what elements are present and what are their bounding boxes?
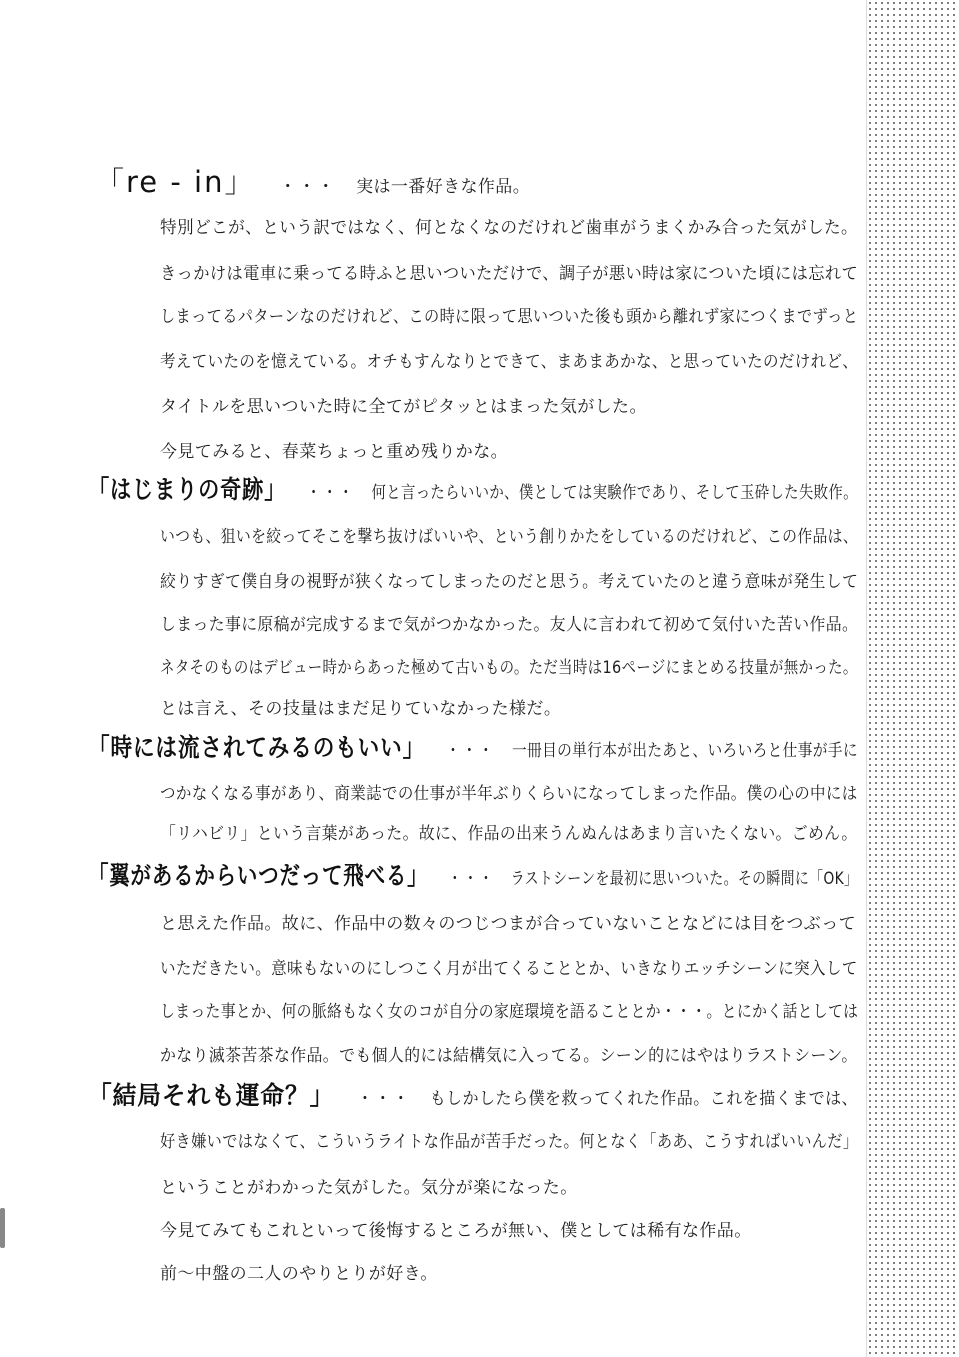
text-line: タイトルを思いついた時に全てがピタッとはまった気がした。 xyxy=(160,397,647,417)
section-heading-kekkyoku xyxy=(88,1081,859,1111)
section-intro: 何と言ったらいいか、僕としては実験作であり、そして玉砕した失敗作。 xyxy=(371,483,858,503)
section-title: 「はじまりの奇跡」 xyxy=(88,475,287,504)
ellipsis: ・・・ xyxy=(356,1089,411,1109)
text-line: 絞りすぎて僕自身の視野が狭くなってしまったのだと思う。考えていたのと違う意味が発生して xyxy=(160,572,859,592)
text-line: ということがわかった気がした。気分が楽になった。 xyxy=(160,1178,578,1198)
screentone-strip xyxy=(866,0,959,1357)
text-line: 今見てみてもこれといって後悔するところが無い、僕としては稀有な作品。 xyxy=(160,1221,752,1241)
text-line: 「リハビリ」という言葉があった。故に、作品の出来うんぬんはあまり言いたくない。ごめん。 xyxy=(160,824,858,844)
section-intro: ラストシーンを最初に思いついた。その瞬間に「OK」 xyxy=(510,869,859,889)
text-line: いつも、狙いを絞ってそこを撃ち抜けばいいや、という創りかたをしているのだけれど、この作品は、 xyxy=(160,527,859,547)
text-line: いただきたい。意味もないのにしつこく月が出てくることとか、いきなりエッチシーンに突入して xyxy=(160,959,858,979)
section-title: 「re - in」 xyxy=(95,165,256,199)
text-line: ネタそのものはデビュー時からあった極めて古いもの。ただ当時は16ページにまとめる技量が無かった。 xyxy=(160,658,858,678)
text-line: 今見てみると、春菜ちょっと重め残りかな。 xyxy=(160,442,508,462)
text-line: かなり滅茶苦茶な作品。でも個人的には結構気に入ってる。シーン的にはやはりラストシーン。 xyxy=(160,1046,858,1066)
section-title: 「時には流されてみるのもいい」 xyxy=(88,733,426,762)
text-line: 考えていたのを憶えている。オチもすんなりとできて、まあまあかな、と思っていたのだけれど、 xyxy=(160,352,859,372)
text-line: とは言え、その技量はまだ足りていなかった様だ。 xyxy=(160,699,562,719)
text-line: しまってるパターンなのだけれど、この時に限って思いついた後も頭から離れず家につくまでずっと xyxy=(160,307,859,327)
section-heading-hajimari xyxy=(88,475,858,505)
text-line: 前～中盤の二人のやりとりが好き。 xyxy=(160,1264,438,1284)
text-line: しまった事に原稿が完成するまで気がつかなかった。友人に言われて初めて気付いた苦い作品。 xyxy=(160,615,859,635)
section-heading-tsubasa xyxy=(88,861,859,891)
text-line: 好き嫌いではなくて、こういうライトな作品が苦手だった。何となく「ああ、こうすればいいんだ」 xyxy=(160,1132,859,1152)
text-line: 特別どこが、という訳ではなく、何となくなのだけれど歯車がうまくかみ合った気がした。 xyxy=(160,218,859,238)
section-intro: 一冊目の単行本が出たあと、いろいろと仕事が手に xyxy=(512,741,858,761)
text-line: と思えた作品。故に、作品中の数々のつじつまが合っていないことなどには目をつぶって xyxy=(160,914,856,934)
ellipsis: ・・・ xyxy=(445,741,495,761)
section-title: 「結局それも運命？」 xyxy=(88,1081,335,1110)
ellipsis: ・・・ xyxy=(447,869,495,889)
section-heading-tokiniwa xyxy=(88,733,858,763)
section-intro: 実は一番好きな作品。 xyxy=(356,177,531,197)
section-intro: もしかしたら僕を救ってくれた作品。これを描くまでは、 xyxy=(429,1089,859,1109)
text-line: きっかけは電車に乗ってる時ふと思いついただけで、調子が悪い時は家についた頃には忘れて xyxy=(160,264,859,284)
text-line: つかなくなる事があり、商業誌での仕事が半年ぶりくらいになってしまった作品。僕の心の中には xyxy=(160,784,858,804)
scan-edge-mark xyxy=(0,1208,5,1248)
ellipsis: ・・・ xyxy=(279,177,337,197)
section-title: 「翼があるからいつだって飛べる」 xyxy=(88,861,429,890)
text-line: しまった事とか、何の脈絡もなく女のコが自分の家庭環境を語ることとか・・・。とにかく話としては xyxy=(160,1002,859,1022)
ellipsis: ・・・ xyxy=(306,483,355,503)
section-heading-re-in xyxy=(95,165,531,199)
